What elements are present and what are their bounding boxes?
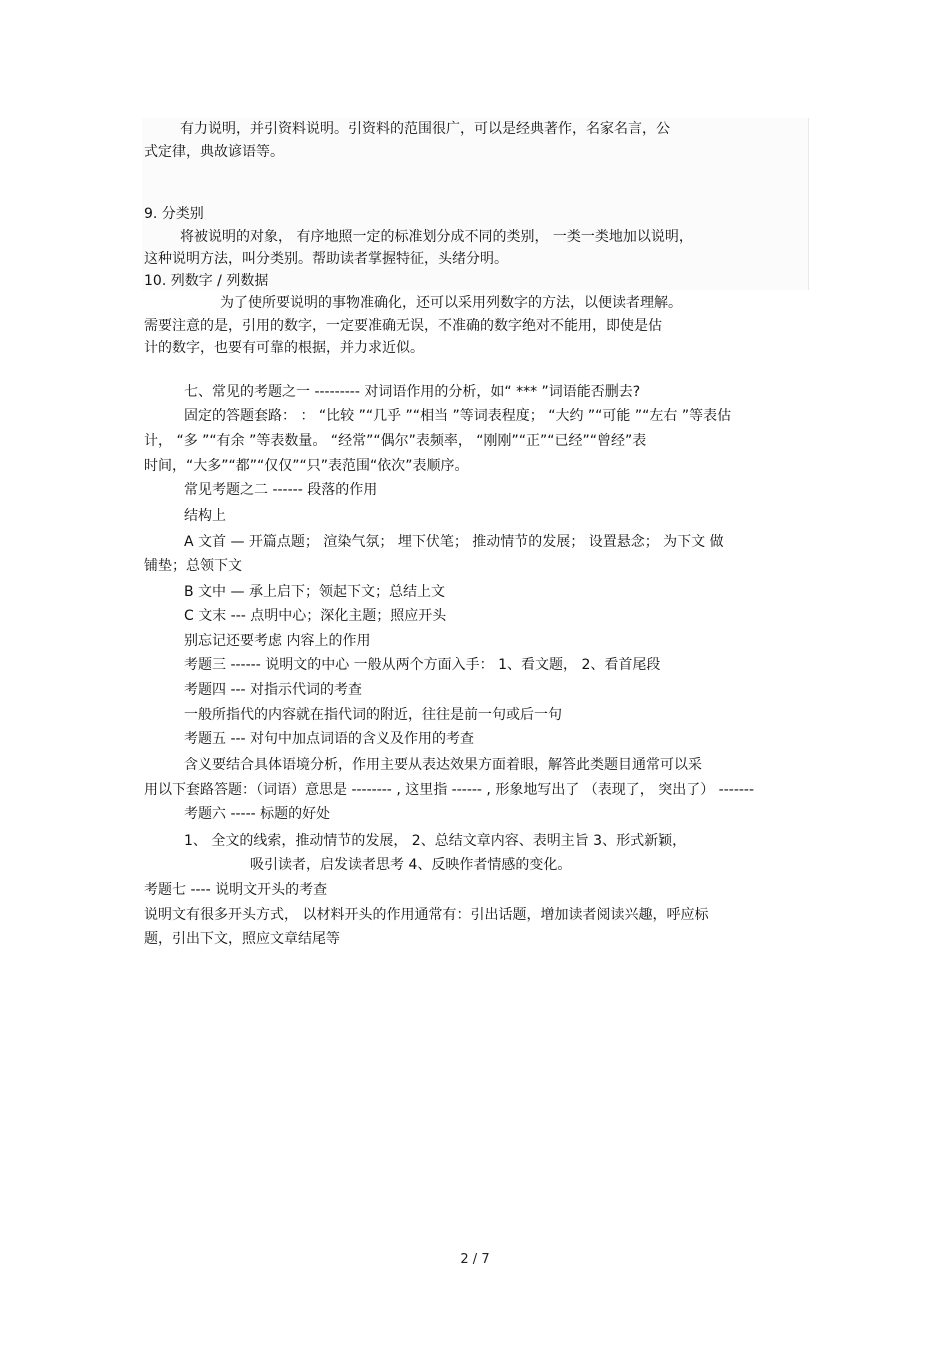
text-line: 1、 全文的线索，推动情节的发展， 2、总结文章内容、表明主旨 3、形式新颖，: [184, 833, 687, 849]
text-line: B 文中 — 承上启下；领起下文；总结上文: [184, 584, 445, 600]
section-heading: 考题七 ---- 说明文开头的考查: [144, 882, 328, 898]
text-line: 这种说明方法，叫分类别。帮助读者掌握特征，头绪分明。: [144, 251, 508, 267]
section-heading: 考题四 --- 对指示代词的考查: [184, 682, 363, 698]
text-line: 说明文有很多开头方式， 以材料开头的作用通常有：引出话题，增加读者阅读兴趣，呼应标: [144, 907, 709, 923]
section-heading: 10. 列数字 / 列数据: [144, 273, 269, 289]
text-line: 有力说明，并引资料说明。引资料的范围很广，可以是经典著作，名家名言，公: [180, 121, 670, 137]
text-line: 用以下套路答题：（词语）意思是 -------- , 这里指 ------ , 形象地写出了 （表现了， 突出了） -------: [144, 782, 755, 798]
text-line: 一般所指代的内容就在指代词的附近，往往是前一句或后一句: [184, 707, 562, 723]
text-line: 为了使所要说明的事物准确化，还可以采用列数字的方法，以便读者理解。: [220, 295, 682, 311]
text-line: C 文末 --- 点明中心；深化主题；照应开头: [184, 608, 447, 624]
text-line: 时间，“大多”“都”“仅仅”“只”表范围“依次”表顺序。: [144, 458, 469, 474]
section-heading: 考题三 ------ 说明文的中心 一般从两个方面入手： 1、看文题， 2、看首尾段: [184, 657, 661, 673]
section-heading: 考题六 ----- 标题的好处: [184, 806, 331, 822]
section-heading: 常见考题之二 ------ 段落的作用: [184, 482, 378, 498]
section-heading: 七、常见的考题之一 --------- 对词语作用的分析，如“ *** ”词语能否删去?: [184, 384, 641, 400]
text-line: 吸引读者，启发读者思考 4、反映作者情感的变化。: [250, 857, 572, 873]
text-line: 结构上: [184, 508, 226, 524]
text-line: 别忘记还要考虑 内容上的作用: [184, 633, 371, 649]
text-line: 计的数字，也要有可靠的根据，并力求近似。: [144, 340, 424, 356]
text-line: 固定的答题套路： ： “比较 ”“几乎 ”“相当 ”等词表程度； “大约 ”“可能 ”“左右 ”等表估: [184, 408, 732, 424]
text-line: 铺垫；总领下文: [144, 558, 242, 574]
text-line: 将被说明的对象， 有序地照一定的标准划分成不同的类别， 一类一类地加以说明，: [180, 229, 693, 245]
text-line: 计， “多 ”“有余 ”等表数量。 “经常”“偶尔”表频率， “刚刚”“正”“已经”“曾经”表: [144, 433, 647, 449]
text-line: 需要注意的是，引用的数字，一定要准确无误，不准确的数字绝对不能用，即使是估: [144, 318, 662, 334]
text-line: 式定律，典故谚语等。: [144, 144, 284, 160]
text-line: A 文首 — 开篇点题； 渲染气氛； 埋下伏笔； 推动情节的发展； 设置悬念； 为下文 做: [184, 534, 724, 550]
text-line: 题，引出下文，照应文章结尾等: [144, 931, 340, 947]
text-line: 含义要结合具体语境分析，作用主要从表达效果方面着眼，解答此类题目通常可以采: [184, 757, 702, 773]
page-number: 2 / 7: [460, 1252, 490, 1267]
section-heading: 考题五 --- 对句中加点词语的含义及作用的考查: [184, 731, 475, 747]
section-heading: 9. 分类别: [144, 206, 204, 222]
